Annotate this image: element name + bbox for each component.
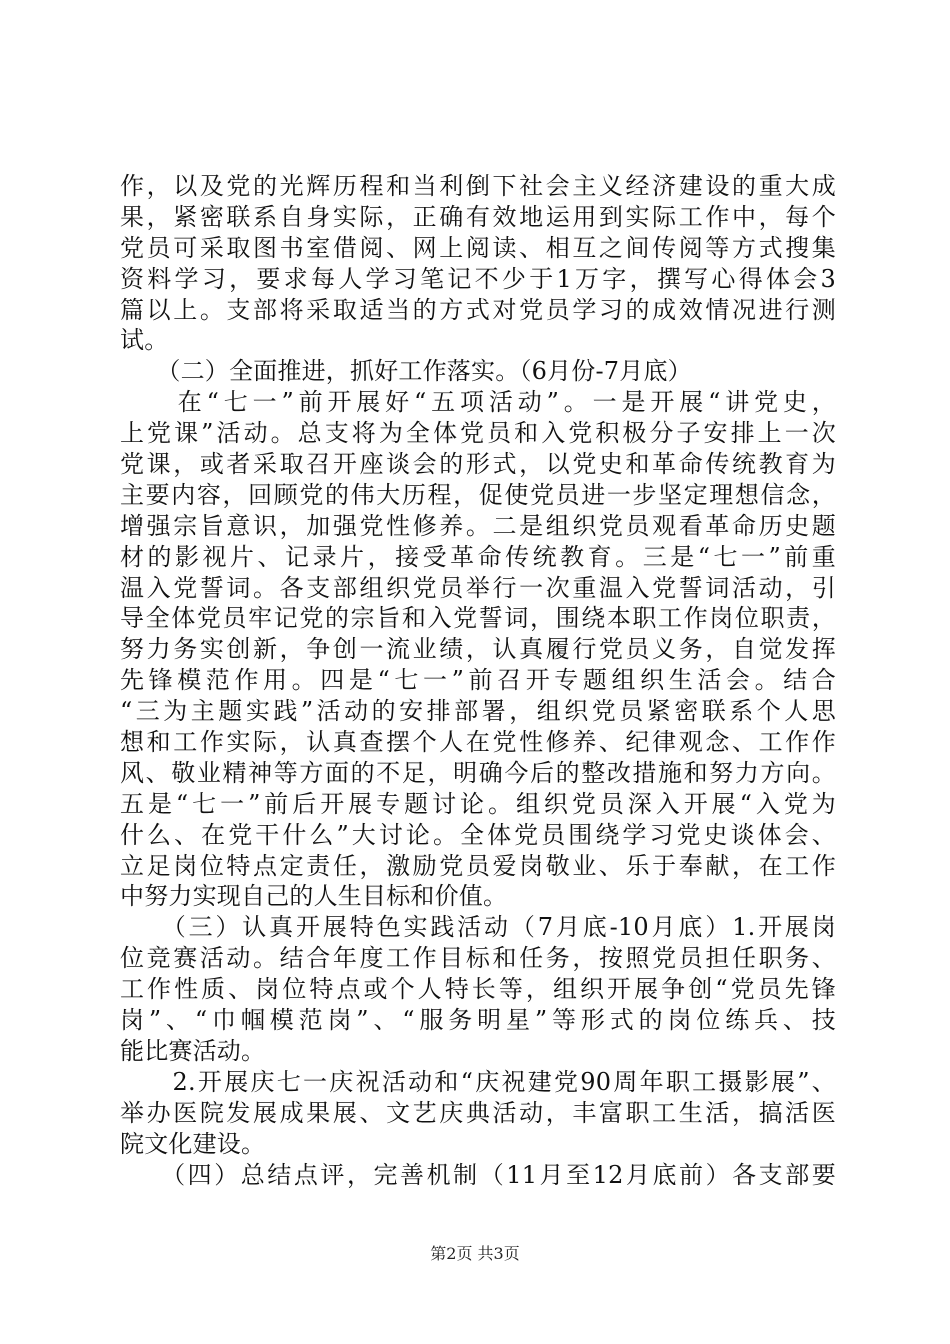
text-line: 篇以上。支部将采取适当的方式对党员学习的成效情况进行测 xyxy=(120,295,836,324)
body-text xyxy=(120,171,836,1190)
text-line: 党课，或者采取召开座谈会的形式，以党史和革命传统教育为 xyxy=(120,450,836,479)
text-line: 立足岗位特点定责任，激励党员爱岗敬业、乐于奉献，在工作 xyxy=(120,851,836,880)
text-line: 在“七一”前开展好“五项活动”。一是开展“讲党史， xyxy=(120,388,836,417)
text-line: 导全体党员牢记党的宗旨和入党誓词，围绕本职工作岗位职责， xyxy=(120,604,836,633)
text-line: 2.开展庆七一庆祝活动和“庆祝建党90周年职工摄影展”、 xyxy=(120,1067,836,1096)
text-line: 岗”、“巾帼模范岗”、“服务明星”等形式的岗位练兵、技 xyxy=(120,1006,836,1035)
text-line: 风、敬业精神等方面的不足，明确今后的整改措施和努力方向。 xyxy=(120,758,836,787)
text-line: 努力务实创新，争创一流业绩，认真履行党员义务，自觉发挥 xyxy=(120,635,836,664)
text-line: 上党课”活动。总支将为全体党员和入党积极分子安排上一次 xyxy=(120,419,836,448)
text-line: 材的影视片、记录片，接受革命传统教育。三是“七一”前重 xyxy=(120,542,836,571)
page-footer xyxy=(0,1243,950,1265)
text-line: 主要内容，回顾党的伟大历程，促使党员进一步坚定理想信念， xyxy=(120,480,836,509)
section-heading: （三）认真开展特色实践活动（7月底-10月底）1.开展岗 xyxy=(120,913,836,942)
text-line: 试。 xyxy=(120,326,169,355)
text-line: 五是“七一”前后开展专题讨论。组织党员深入开展“入党为 xyxy=(120,789,836,818)
text-line: 能比赛活动。 xyxy=(120,1036,266,1065)
text-line: 中努力实现自己的人生目标和价值。 xyxy=(120,882,508,911)
text-line: 位竞赛活动。结合年度工作目标和任务，按照党员担任职务、 xyxy=(120,944,836,973)
text-line: 作，以及党的光辉历程和当利倒下社会主义经济建设的重大成 xyxy=(120,172,836,200)
text-line: 举办医院发展成果展、文艺庆典活动，丰富职工生活，搞活医 xyxy=(120,1098,836,1127)
section-heading: （二）全面推进，抓好工作落实。（6月份-7月底） xyxy=(120,357,692,386)
text-line: 果，紧密联系自身实际，正确有效地运用到实际工作中，每个 xyxy=(120,202,836,231)
text-line: 党员可采取图书室借阅、网上阅读、相互之间传阅等方式搜集 xyxy=(120,233,836,262)
page-number: 第2页 共3页 xyxy=(430,1244,520,1263)
text-line: 院文化建设。 xyxy=(120,1129,266,1158)
section-heading: （四）总结点评，完善机制（11月至12月底前）各支部要 xyxy=(120,1160,836,1189)
text-line: 工作性质、岗位特点或个人特长等，组织开展争创“党员先锋 xyxy=(120,975,836,1004)
text-line: 温入党誓词。各支部组织党员举行一次重温入党誓词活动，引 xyxy=(120,573,836,602)
text-line: “三为主题实践”活动的安排部署，组织党员紧密联系个人思 xyxy=(120,697,836,726)
text-line: 想和工作实际，认真查摆个人在党性修养、纪律观念、工作作 xyxy=(120,728,836,757)
text-line: 什么、在党干什么”大讨论。全体党员围绕学习党史谈体会、 xyxy=(120,820,836,849)
text-line: 先锋模范作用。四是“七一”前召开专题组织生活会。结合 xyxy=(120,666,836,695)
text-line: 资料学习，要求每人学习笔记不少于1万字，撰写心得体会3 xyxy=(120,264,836,293)
text-line: 增强宗旨意识，加强党性修养。二是组织党员观看革命历史题 xyxy=(120,511,836,540)
